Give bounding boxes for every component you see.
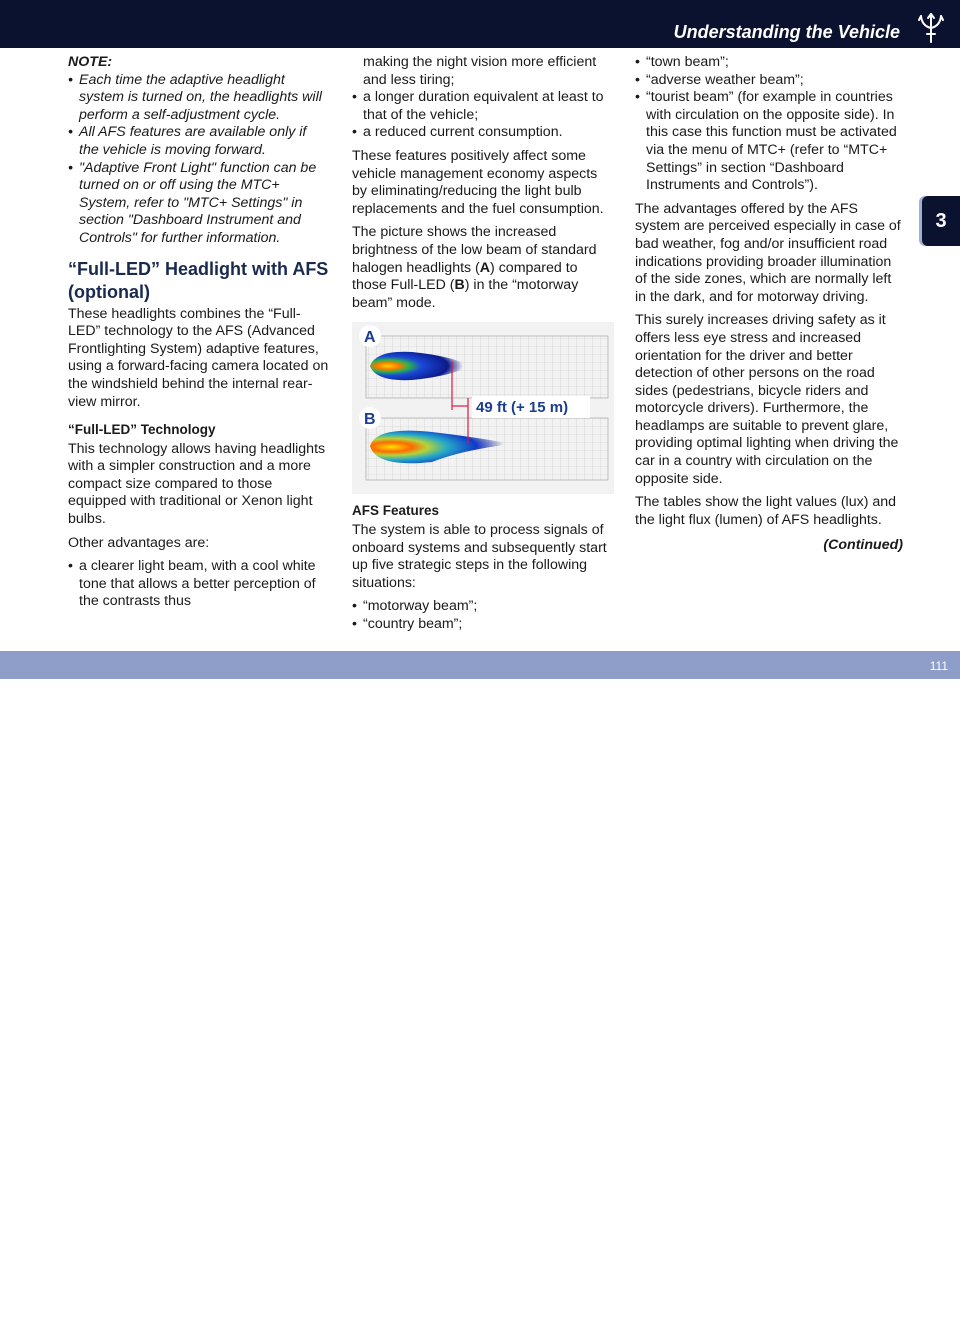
picture-text-mid: ) compared to those Full-LED ( <box>352 259 578 294</box>
picture-text-post: ) in the “motorway beam” mode. <box>352 277 579 311</box>
trident-icon <box>916 10 946 44</box>
advantage-item: • a longer duration equivalent at least to that of the vehicle; <box>352 89 614 124</box>
column-1 <box>68 54 330 617</box>
afs-paragraph: The system is able to process signals of onboard systems and subsequently start up five strategic steps in the following situations: <box>352 521 607 591</box>
section-heading: “Full-LED” Headlight with AFS (optional) <box>68 258 329 302</box>
subheading: “Full-LED” Technology <box>68 422 216 438</box>
continued-label: (Continued) <box>823 537 903 554</box>
page-footer <box>0 651 960 1333</box>
situations-list-cont <box>635 54 903 195</box>
safety-paragraph: This surely increases driving safety as it offers less eye stress and increased orientation for the driver and better detection of other persons on the road sides (pedestrians, bicycle riders and motorcycle drivers). Furthermore, the headlamps are suitable to prevent glare, providing optimal lighting when driving the car in a country with circulation on the opposite side. <box>635 312 899 487</box>
picture-text-pre: The picture shows the increased brightness of the low beam of standard halogen headlights ( <box>352 224 597 276</box>
afs-heading: AFS Features <box>352 503 440 519</box>
label-a-ref: A <box>479 259 491 276</box>
chapter-number: 3 <box>935 209 947 232</box>
tech-paragraph: This technology allows having headlights with a simpler construction and a more compact size compared to those equipped with traditional or Xenon light bulbs. <box>68 440 326 528</box>
situation-item: • “tourist beam” (for example in countries with circulation on the opposite side). In this case this function must be activated via the menu of MTC+ (refer to “MTC+ Settings” in section “Dashboard Instruments and Controls”). <box>635 89 903 195</box>
marker-b: B <box>364 411 376 429</box>
advantage-item: • a reduced current consumption. <box>352 124 614 142</box>
advantage-item: • a clearer light beam, with a cool white tone that allows a better perception of the contrasts thus <box>68 558 330 611</box>
advantage-continuation: making the night vision more efficient and less tiring; <box>363 54 597 88</box>
note-item: • All AFS features are available only if the vehicle is moving forward. <box>68 124 330 159</box>
note-list <box>68 72 330 248</box>
headlight-diagram <box>352 322 614 494</box>
page-header <box>0 0 960 48</box>
column-2 <box>352 54 614 639</box>
advantages-intro: Other advantages are: <box>68 534 210 551</box>
situation-item: • “country beam”; <box>352 616 614 634</box>
section-title: Understanding the Vehicle <box>673 22 900 42</box>
watermark: carmanualsonline.info <box>260 1295 621 1333</box>
chapter-tab <box>922 196 960 246</box>
picture-paragraph <box>352 224 614 312</box>
situation-item: • “town beam”; <box>635 54 903 72</box>
situation-item: • “motorway beam”; <box>352 598 614 616</box>
intro-paragraph: These headlights combines the “Full-LED” technology to the AFS (Advanced Frontlighting System) adaptive features, using a forward-facing camera located on the windshield behind the internal rear-view mirror. <box>68 305 329 410</box>
headlight-comparison-figure <box>352 322 614 494</box>
note-item: • Each time the adaptive headlight system is turned on, the headlights will perform a self-adjustment cycle. <box>68 72 330 125</box>
advantages-list-cont <box>352 89 614 142</box>
page-number: 111 <box>929 659 948 673</box>
situations-list <box>352 598 614 633</box>
label-b-ref: B <box>454 277 465 294</box>
advantages-paragraph: The advantages offered by the AFS system are perceived especially in case of bad weather, fog and/or insufficient road indications providing broader illumination of the side zones, which are normally left in the dark, and for motorway driving. <box>635 200 901 305</box>
column-3 <box>635 54 903 561</box>
tables-paragraph: The tables show the light values (lux) and the light flux (lumen) of AFS headlights. <box>635 494 897 528</box>
distance-label: 49 ft (+ 15 m) <box>476 399 569 417</box>
advantages-list <box>68 558 330 611</box>
note-title: NOTE: <box>68 54 113 70</box>
marker-a: A <box>364 329 376 347</box>
situation-item: • “adverse weather beam”; <box>635 72 903 90</box>
positive-paragraph: These features positively affect some vehicle management economy aspects by eliminating/reducing the light bulb replacements and the fuel consumption. <box>352 147 604 217</box>
note-item: • "Adaptive Front Light" function can be turned on or off using the MTC+ System, refer to "MTC+ Settings" in section "Dashboard Instrument and Controls" for further information. <box>68 160 330 248</box>
